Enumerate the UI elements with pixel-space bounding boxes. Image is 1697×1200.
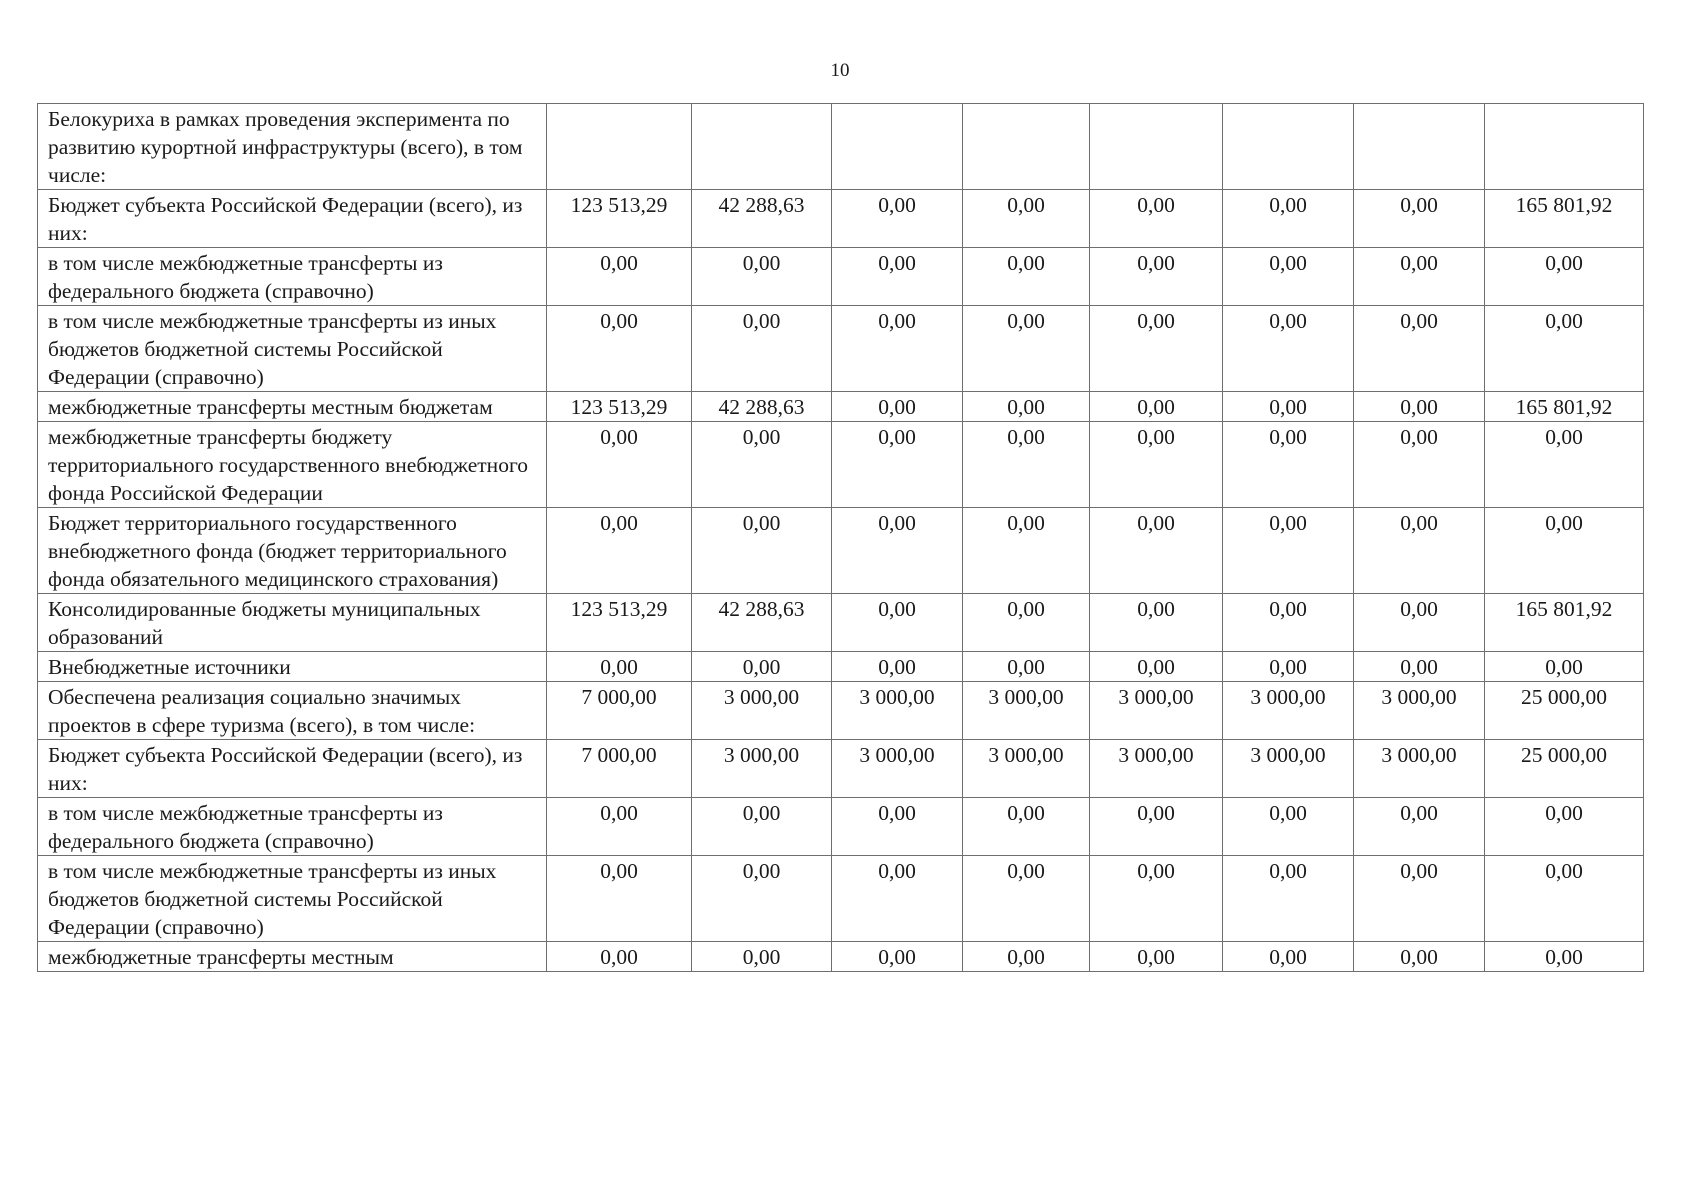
budget-table-body — [38, 104, 1644, 972]
amount-cell: 3 000,00 — [1090, 740, 1223, 798]
table-row — [38, 798, 1644, 856]
amount-cell: 0,00 — [963, 508, 1090, 594]
amount-cell: 0,00 — [547, 942, 692, 972]
row-label: Обеспечена реализация социально значимых проектов в сфере туризма (всего), в том числе: — [38, 682, 547, 740]
table-row — [38, 190, 1644, 248]
amount-cell: 0,00 — [547, 306, 692, 392]
amount-cell: 0,00 — [1090, 306, 1223, 392]
row-label: Бюджет территориального государственного внебюджетного фонда (бюджет территориального фонда обязательного медицинского страхования) — [38, 508, 547, 594]
page-number: 10 — [830, 60, 850, 81]
amount-cell: 0,00 — [692, 508, 832, 594]
amount-cell: 0,00 — [963, 190, 1090, 248]
table-row — [38, 392, 1644, 422]
amount-cell: 165 801,92 — [1485, 190, 1644, 248]
amount-cell: 3 000,00 — [692, 740, 832, 798]
row-label: Бюджет субъекта Российской Федерации (всего), из них: — [38, 740, 547, 798]
amount-cell: 0,00 — [832, 652, 963, 682]
amount-cell: 0,00 — [1090, 248, 1223, 306]
amount-cell: 0,00 — [547, 248, 692, 306]
amount-cell: 0,00 — [963, 248, 1090, 306]
amount-cell: 0,00 — [1223, 508, 1354, 594]
table-row — [38, 306, 1644, 392]
row-label: в том числе межбюджетные трансферты из федерального бюджета (справочно) — [38, 248, 547, 306]
table-row — [38, 508, 1644, 594]
amount-cell: 0,00 — [832, 856, 963, 942]
amount-cell: 7 000,00 — [547, 682, 692, 740]
table-row — [38, 594, 1644, 652]
table-row — [38, 652, 1644, 682]
amount-cell: 0,00 — [1485, 306, 1644, 392]
table-row — [38, 942, 1644, 972]
amount-cell: 0,00 — [1354, 190, 1485, 248]
amount-cell: 0,00 — [963, 594, 1090, 652]
amount-cell: 0,00 — [963, 392, 1090, 422]
amount-cell: 0,00 — [692, 306, 832, 392]
amount-cell: 0,00 — [832, 508, 963, 594]
amount-cell: 25 000,00 — [1485, 740, 1644, 798]
row-label: Белокуриха в рамках проведения эксперимента по развитию курортной инфраструктуры (всего), в том числе: — [38, 104, 547, 190]
amount-cell: 0,00 — [1354, 422, 1485, 508]
amount-cell: 0,00 — [1354, 856, 1485, 942]
row-label: межбюджетные трансферты местным — [38, 942, 547, 972]
amount-cell: 0,00 — [963, 856, 1090, 942]
amount-cell: 0,00 — [1223, 190, 1354, 248]
amount-cell — [832, 104, 963, 190]
amount-cell: 165 801,92 — [1485, 392, 1644, 422]
amount-cell: 3 000,00 — [1354, 740, 1485, 798]
amount-cell: 0,00 — [1090, 594, 1223, 652]
amount-cell: 0,00 — [1354, 306, 1485, 392]
amount-cell: 0,00 — [1090, 942, 1223, 972]
amount-cell: 0,00 — [1485, 248, 1644, 306]
amount-cell: 0,00 — [692, 652, 832, 682]
amount-cell: 0,00 — [832, 248, 963, 306]
amount-cell: 3 000,00 — [1354, 682, 1485, 740]
amount-cell — [1090, 104, 1223, 190]
amount-cell: 42 288,63 — [692, 594, 832, 652]
row-label: межбюджетные трансферты местным бюджетам — [38, 392, 547, 422]
amount-cell: 0,00 — [963, 422, 1090, 508]
amount-cell: 0,00 — [1354, 798, 1485, 856]
amount-cell: 0,00 — [1485, 508, 1644, 594]
amount-cell: 0,00 — [1485, 652, 1644, 682]
amount-cell: 0,00 — [1223, 594, 1354, 652]
amount-cell: 0,00 — [692, 942, 832, 972]
table-row — [38, 248, 1644, 306]
row-label: Консолидированные бюджеты муниципальных образований — [38, 594, 547, 652]
amount-cell: 0,00 — [963, 798, 1090, 856]
amount-cell — [547, 104, 692, 190]
amount-cell: 0,00 — [1223, 798, 1354, 856]
amount-cell: 0,00 — [832, 422, 963, 508]
amount-cell: 0,00 — [1223, 652, 1354, 682]
amount-cell: 0,00 — [547, 856, 692, 942]
amount-cell: 0,00 — [1223, 392, 1354, 422]
amount-cell: 0,00 — [1223, 942, 1354, 972]
table-row — [38, 422, 1644, 508]
amount-cell: 0,00 — [1090, 422, 1223, 508]
amount-cell: 0,00 — [692, 856, 832, 942]
amount-cell: 123 513,29 — [547, 392, 692, 422]
amount-cell: 0,00 — [1354, 594, 1485, 652]
amount-cell: 0,00 — [1354, 652, 1485, 682]
amount-cell: 0,00 — [963, 652, 1090, 682]
amount-cell: 0,00 — [1485, 798, 1644, 856]
amount-cell: 0,00 — [1090, 508, 1223, 594]
amount-cell: 0,00 — [1354, 248, 1485, 306]
amount-cell: 0,00 — [1223, 422, 1354, 508]
amount-cell: 0,00 — [1485, 856, 1644, 942]
row-label: межбюджетные трансферты бюджету территориального государственного внебюджетного фонда Российской Федерации — [38, 422, 547, 508]
amount-cell: 42 288,63 — [692, 190, 832, 248]
amount-cell: 0,00 — [832, 306, 963, 392]
amount-cell: 0,00 — [1223, 306, 1354, 392]
amount-cell: 25 000,00 — [1485, 682, 1644, 740]
amount-cell: 3 000,00 — [963, 740, 1090, 798]
amount-cell — [1354, 104, 1485, 190]
table-row — [38, 740, 1644, 798]
amount-cell: 0,00 — [692, 248, 832, 306]
amount-cell: 3 000,00 — [963, 682, 1090, 740]
amount-cell: 0,00 — [547, 422, 692, 508]
amount-cell: 0,00 — [832, 392, 963, 422]
amount-cell: 0,00 — [1354, 942, 1485, 972]
amount-cell: 3 000,00 — [832, 682, 963, 740]
amount-cell: 0,00 — [547, 508, 692, 594]
amount-cell: 0,00 — [1090, 856, 1223, 942]
amount-cell: 0,00 — [547, 652, 692, 682]
amount-cell: 3 000,00 — [692, 682, 832, 740]
amount-cell: 0,00 — [1485, 942, 1644, 972]
amount-cell: 0,00 — [963, 306, 1090, 392]
amount-cell: 165 801,92 — [1485, 594, 1644, 652]
amount-cell: 42 288,63 — [692, 392, 832, 422]
amount-cell: 0,00 — [547, 798, 692, 856]
amount-cell: 0,00 — [1223, 856, 1354, 942]
row-label: в том числе межбюджетные трансферты из иных бюджетов бюджетной системы Российской Федерации (справочно) — [38, 856, 547, 942]
table-row — [38, 856, 1644, 942]
amount-cell: 123 513,29 — [547, 190, 692, 248]
row-label: Бюджет субъекта Российской Федерации (всего), из них: — [38, 190, 547, 248]
amount-cell: 0,00 — [1090, 392, 1223, 422]
amount-cell: 3 000,00 — [832, 740, 963, 798]
amount-cell: 0,00 — [963, 942, 1090, 972]
amount-cell: 0,00 — [1485, 422, 1644, 508]
amount-cell — [963, 104, 1090, 190]
amount-cell: 7 000,00 — [547, 740, 692, 798]
amount-cell: 0,00 — [1090, 798, 1223, 856]
row-label: в том числе межбюджетные трансферты из федерального бюджета (справочно) — [38, 798, 547, 856]
amount-cell: 123 513,29 — [547, 594, 692, 652]
amount-cell: 0,00 — [1223, 248, 1354, 306]
amount-cell: 0,00 — [1090, 652, 1223, 682]
budget-table — [37, 103, 1644, 972]
amount-cell: 3 000,00 — [1223, 740, 1354, 798]
amount-cell: 0,00 — [832, 798, 963, 856]
table-row — [38, 104, 1644, 190]
amount-cell: 0,00 — [832, 190, 963, 248]
amount-cell: 0,00 — [1354, 392, 1485, 422]
amount-cell: 0,00 — [692, 422, 832, 508]
amount-cell — [692, 104, 832, 190]
amount-cell — [1223, 104, 1354, 190]
amount-cell: 0,00 — [832, 942, 963, 972]
amount-cell: 3 000,00 — [1223, 682, 1354, 740]
table-row — [38, 682, 1644, 740]
amount-cell: 0,00 — [832, 594, 963, 652]
amount-cell: 0,00 — [692, 798, 832, 856]
row-label: Внебюджетные источники — [38, 652, 547, 682]
amount-cell: 3 000,00 — [1090, 682, 1223, 740]
amount-cell — [1485, 104, 1644, 190]
amount-cell: 0,00 — [1354, 508, 1485, 594]
amount-cell: 0,00 — [1090, 190, 1223, 248]
row-label: в том числе межбюджетные трансферты из иных бюджетов бюджетной системы Российской Федерации (справочно) — [38, 306, 547, 392]
